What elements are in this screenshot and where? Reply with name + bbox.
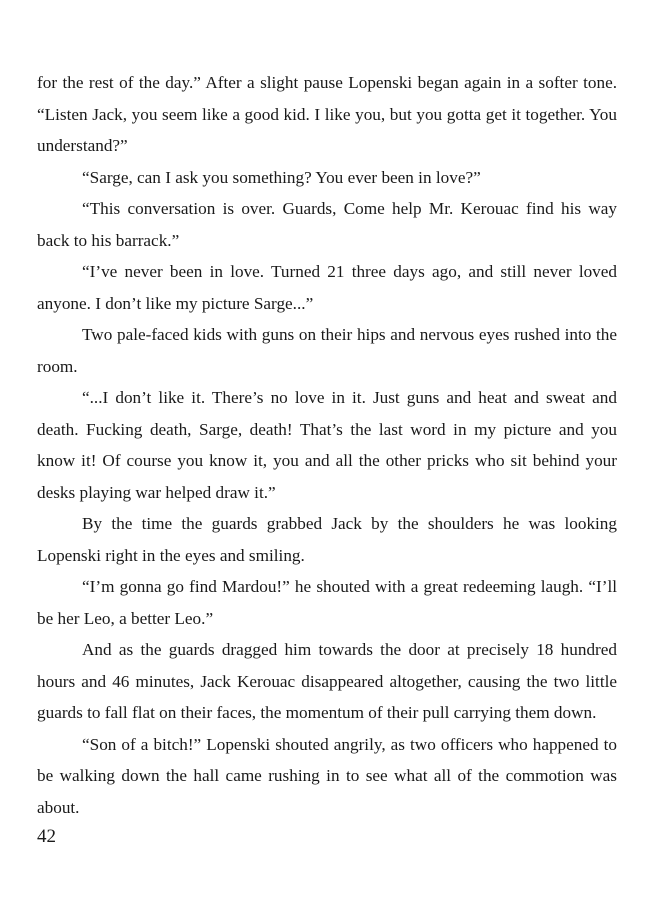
paragraph: “I’ve never been in love. Turned 21 three days ago, and still never loved anyone. I don’t like my picture Sarge...”: [37, 262, 617, 313]
paragraph: Two pale-faced kids with guns on their hips and nervous eyes rushed into the room.: [37, 325, 617, 376]
paragraph: “...I don’t like it. There’s no love in it. Just guns and heat and sweat and death. Fucking death, Sarge, death! That’s the last word in my picture and you know it! Of course you know it, you and all the other pricks who sit behind your desks playing war helped draw it.”: [37, 388, 617, 502]
paragraph: “This conversation is over. Guards, Come help Mr. Kerouac find his way back to his barrack.”: [37, 199, 617, 250]
paragraph: By the time the guards grabbed Jack by the shoulders he was looking Lopenski right in the eyes and smiling.: [37, 514, 617, 565]
paragraph: And as the guards dragged him towards the door at precisely 18 hundred hours and 46 minutes, Jack Kerouac disappeared altogether, causing the two little guards to fall flat on their faces, the momentum of their pull carrying them down.: [37, 640, 617, 722]
paragraph: “Son of a bitch!” Lopenski shouted angrily, as two officers who happened to be walking down the hall came rushing in to see what all of the commotion was about.: [37, 734, 617, 817]
paragraph: “I’m gonna go find Mardou!” he shouted with a great redeeming laugh. “I’ll be her Leo, a better Leo.”: [37, 577, 617, 628]
body-text: [37, 67, 617, 823]
paragraph: for the rest of the day.” After a slight pause Lopenski began again in a softer tone. “Listen Jack, you seem like a good kid. I like you, but you gotta get it together. You understand?”: [37, 73, 617, 155]
page-number: 42: [37, 826, 56, 847]
paragraph: “Sarge, can I ask you something? You ever been in love?”: [82, 167, 481, 187]
